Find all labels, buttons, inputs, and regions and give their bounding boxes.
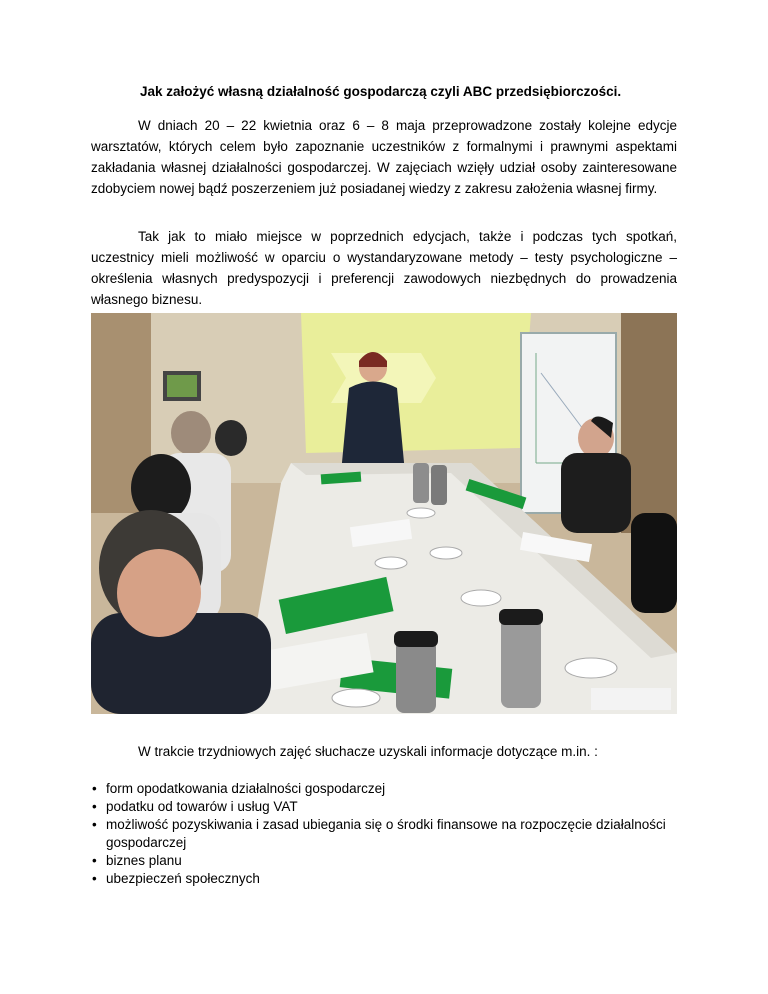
list-item: • możliwość pozyskiwania i zasad ubiegania się o środki finansowe na rozpoczęcie działalności gospodarczej: [91, 816, 677, 852]
document-title: Jak założyć własną działalność gospodarczą czyli ABC przedsiębiorczości.: [140, 84, 622, 99]
paragraph-psychological-tests: Tak jak to miało miejsce w poprzednich edycjach, także i podczas tych spotkań, uczestnicy mieli możliwość w oparciu o wystandaryzowane metody – testy psychologiczne – określenia własnych predyspozycji i preferencji zawodowych niezbędnych do prowadzenia własnego biznesu.: [91, 229, 677, 307]
workshop-photo-illustration: [91, 313, 677, 714]
list-item: • biznes planu: [91, 852, 677, 870]
list-item: • ubezpieczeń społecznych: [91, 870, 677, 888]
topics-list: [91, 780, 677, 888]
workshop-photo: [91, 313, 677, 714]
list-item: • form opodatkowania działalności gospodarczej: [91, 780, 677, 798]
list-intro: W trakcie trzydniowych zajęć słuchacze uzyskali informacje dotyczące m.in. :: [138, 744, 598, 759]
paragraph-workshop-editions: W dniach 20 – 22 kwietnia oraz 6 – 8 maja przeprowadzone zostały kolejne edycje warsztatów, których celem było zapoznanie uczestników z formalnymi i prawnymi aspektami zakładania własnej działalności gospodarczej. W zajęciach wzięły udział osoby zainteresowane zdobyciem nowej bądź poszerzeniem już posiadanej wiedzy z zakresu założenia własnej firmy.: [91, 118, 677, 196]
list-item: • podatku od towarów i usług VAT: [91, 798, 677, 816]
